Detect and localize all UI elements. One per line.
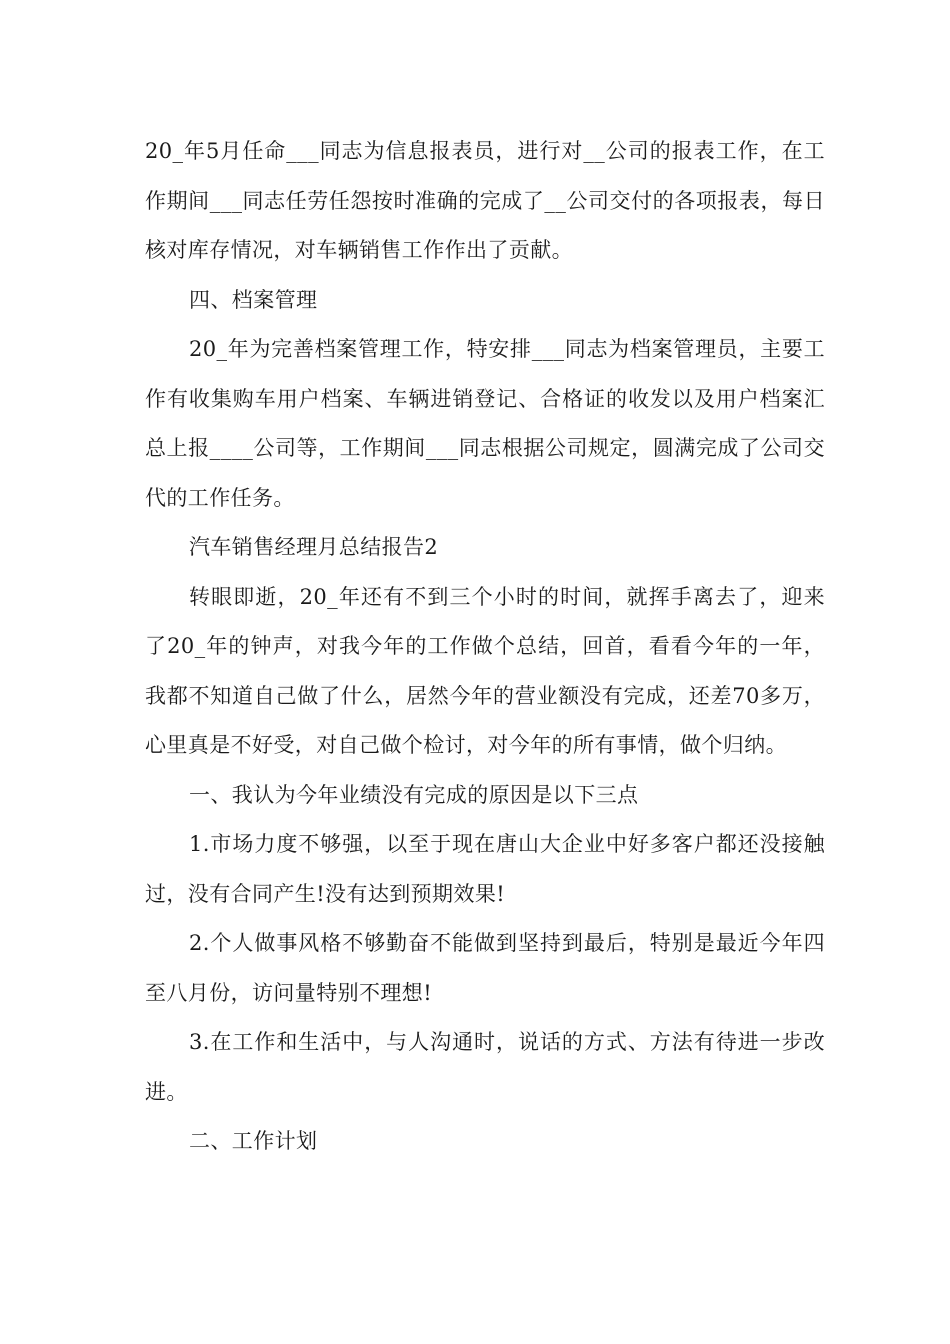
- list-item-reason-3: 3.在工作和生活中，与人沟通时，说话的方式、方法有待进一步改进。: [145, 1030, 825, 1104]
- paragraph-archive-duty: 20_年为完善档案管理工作，特安排___同志为档案管理员，主要工作有收集购车用户档案、车辆进销登记、合格证的收发以及用户档案汇总上报____公司等，工作期间___同志根据公司规定，圆满完成了公司交代的工作任务。: [145, 337, 825, 510]
- heading-archive-management: 四、档案管理: [189, 287, 318, 312]
- heading-work-plan: 二、工作计划: [189, 1129, 318, 1153]
- list-item-reason-1: 1.市场力度不够强，以至于现在唐山大企业中好多客户都还没接触过，没有合同产生!没有达到预期效果!: [145, 832, 825, 906]
- paragraph-report-duty: 20_年5月任命___同志为信息报表员，进行对__公司的报表工作，在工作期间___同志任劳任怨按时准确的完成了__公司交付的各项报表，每日核对库存情况，对车辆销售工作作出了贡献。: [145, 139, 825, 262]
- list-item-reason-2: 2.个人做事风格不够勤奋不能做到坚持到最后，特别是最近今年四至八月份，访问量特别不理想!: [145, 931, 825, 1005]
- section-title-report-2: 汽车销售经理月总结报告2: [189, 535, 439, 559]
- heading-reasons: 一、我认为今年业绩没有完成的原因是以下三点: [189, 782, 639, 807]
- document-body: [145, 127, 825, 1167]
- paragraph-year-review: 转眼即逝，20_年还有不到三个小时的时间，就挥手离去了，迎来了20_年的钟声，对我今年的工作做个总结，回首，看看今年的一年，我都不知道自己做了什么，居然今年的营业额没有完成，还差70多万，心里真是不好受，对自己做个检讨，对今年的所有事情，做个归纳。: [145, 584, 825, 757]
